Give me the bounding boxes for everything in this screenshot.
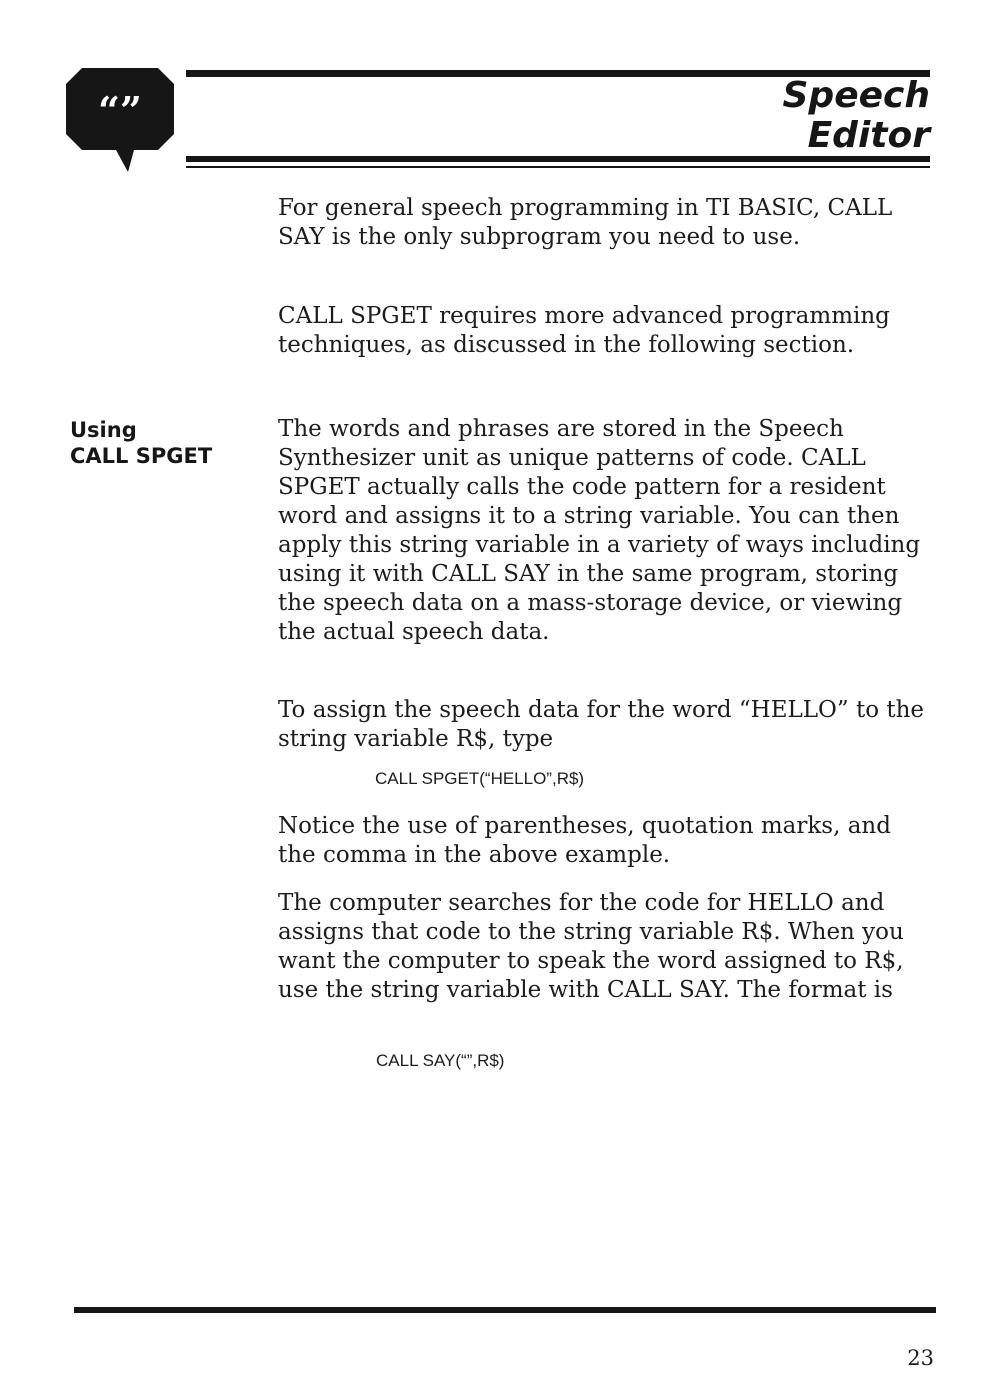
speech-bubble-icon [66, 68, 174, 172]
paragraph-speech-patterns: The words and phrases are stored in the Speech Synthesizer unit as unique patterns of code. CALL SPGET actually calls the code pattern for a resident word and assigns it to a string variable. You can then apply this string variable in a variety of ways including using it with CALL SAY in the same program, storing the speech data on a mass-storage device, or viewing the actual speech data. [278, 416, 921, 645]
section-heading-line2: CALL SPGET [70, 444, 213, 468]
paragraph-computer-searches: The computer searches for the code for HELLO and assigns that code to the string variable R$. When you want the computer to speak the word assigned to R$, use the string variable with CALL SAY. The format is [278, 890, 904, 1003]
page-title-line1: Speech [782, 75, 930, 116]
logo-quote-marks: “” [98, 88, 142, 133]
header-thin-rule [186, 166, 930, 168]
section-heading [70, 417, 212, 469]
page-title-line2: Editor [807, 115, 930, 156]
header-bottom-rule [186, 156, 930, 162]
paragraph-call-spget-intro: CALL SPGET requires more advanced programming techniques, as discussed in the following section. [278, 303, 890, 358]
paragraph-call-say: For general speech programming in TI BASIC, CALL SAY is the only subprogram you need to use. [278, 195, 893, 250]
page-number: 23 [907, 1346, 934, 1370]
code-spget-example: CALL SPGET(“HELLO”,R$) [375, 769, 585, 788]
paragraph-assign-hello: To assign the speech data for the word “HELLO” to the string variable R$, type [278, 697, 925, 752]
footer-rule [74, 1307, 936, 1313]
page-title [783, 76, 931, 156]
paragraph-notice: Notice the use of parentheses, quotation marks, and the comma in the above example. [278, 813, 891, 868]
code-say-example: CALL SAY(“”,R$) [376, 1051, 505, 1070]
section-heading-line1: Using [70, 418, 137, 442]
